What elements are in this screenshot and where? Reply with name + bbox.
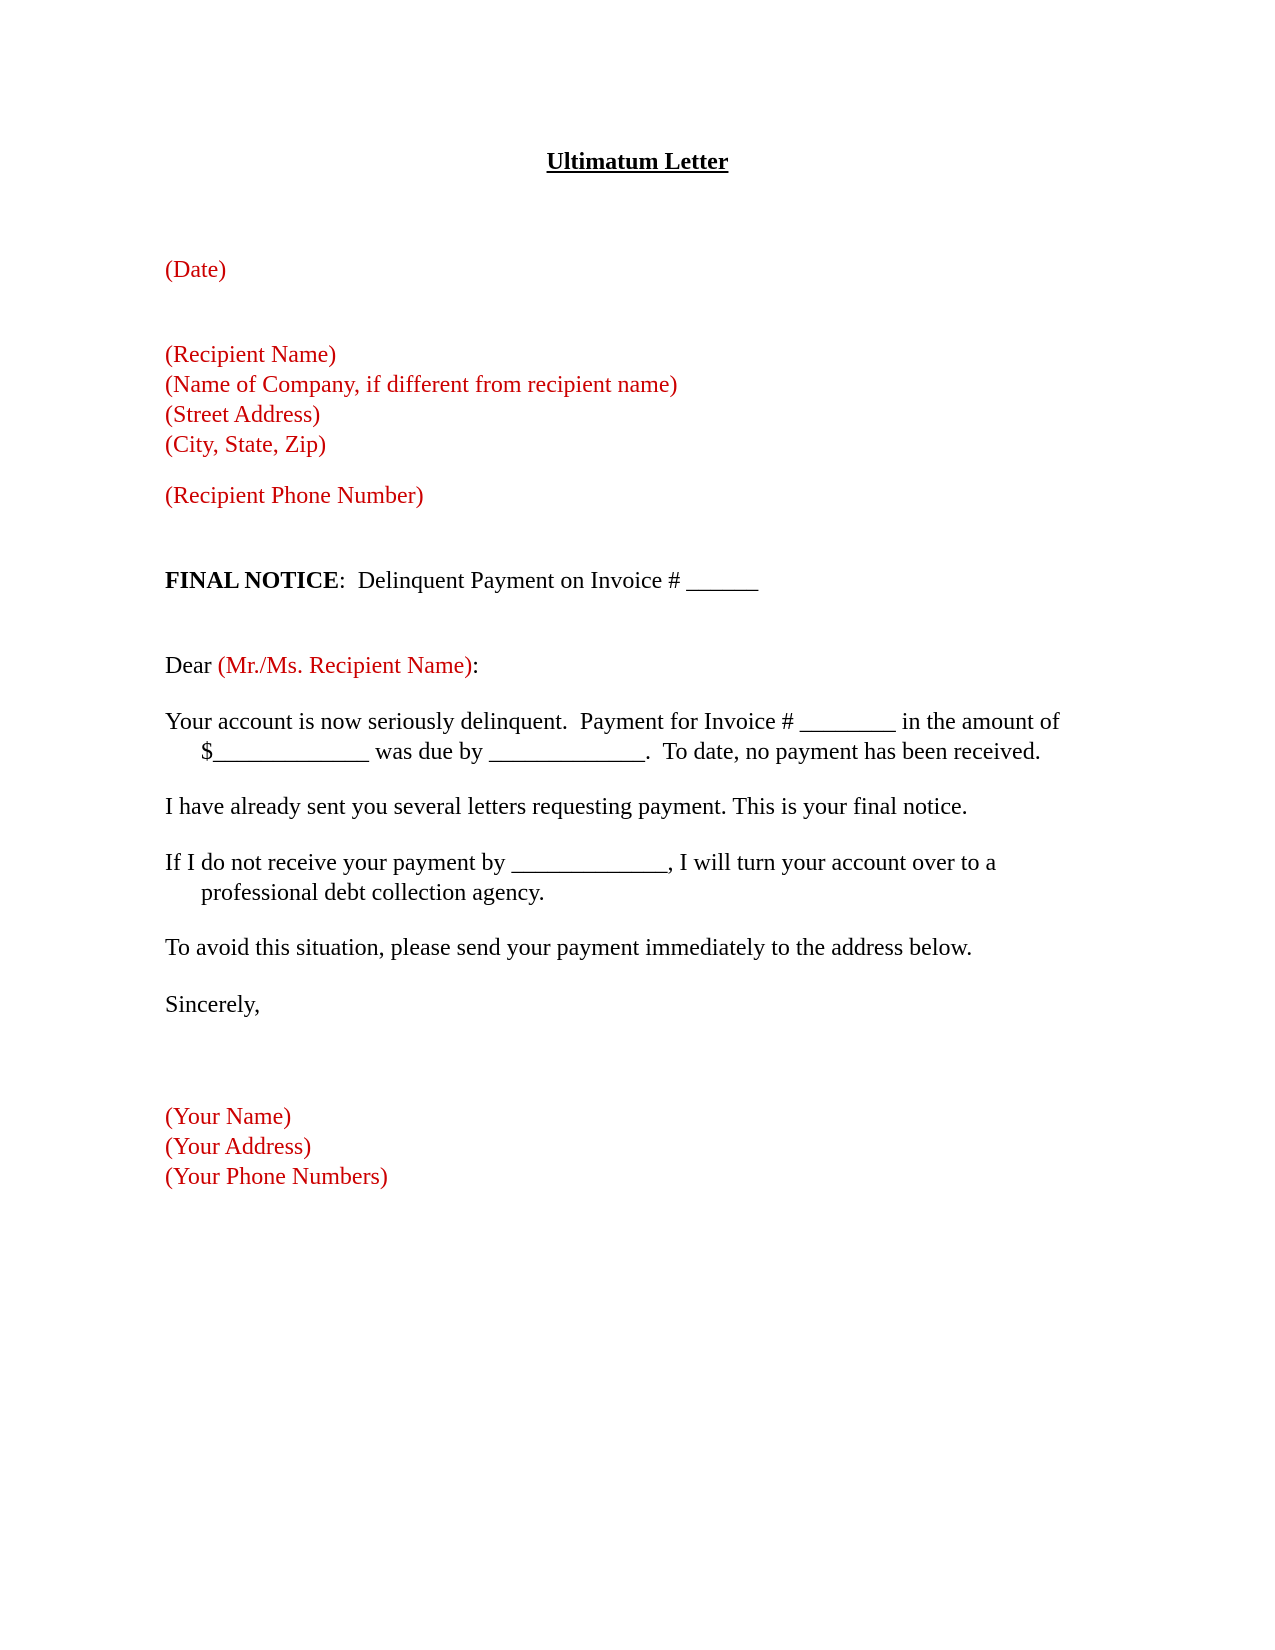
recipient-name: (Recipient Name) xyxy=(165,342,337,368)
recipient-street: (Street Address) xyxy=(165,402,321,428)
recipient-city: (City, State, Zip) xyxy=(165,432,327,458)
date-placeholder: (Date) xyxy=(165,257,227,283)
sender-phones: (Your Phone Numbers) xyxy=(165,1164,388,1190)
salutation xyxy=(165,651,1125,681)
subject-line xyxy=(165,566,1125,596)
sender-block xyxy=(165,1102,1125,1192)
paragraph-1-line-2: $_____________ was due by _____________. To date, no payment has been received. xyxy=(201,739,1041,765)
paragraph-4: To avoid this situation, please send your payment immediately to the address below. xyxy=(165,935,973,961)
closing: Sincerely, xyxy=(165,992,261,1018)
paragraph-3-line-2: professional debt collection agency. xyxy=(201,880,545,906)
letter-title: Ultimatum Letter xyxy=(546,149,729,175)
sender-name: (Your Name) xyxy=(165,1104,292,1130)
subject-text: : Delinquent Payment on Invoice # ______ xyxy=(339,568,759,594)
salutation-name: (Mr./Ms. Recipient Name) xyxy=(217,653,473,679)
paragraph-1 xyxy=(165,707,1125,767)
subject-label: FINAL NOTICE xyxy=(165,568,340,594)
paragraph-2: I have already sent you several letters requesting payment. This is your final notice. xyxy=(165,794,968,820)
paragraph-1-line-1: Your account is now seriously delinquent. Payment for Invoice # ________ in the amount of xyxy=(165,709,1060,735)
salutation-colon: : xyxy=(472,653,479,679)
recipient-phone: (Recipient Phone Number) xyxy=(165,483,424,509)
paragraph-3 xyxy=(165,848,1125,908)
recipient-block xyxy=(165,340,1125,460)
sender-address: (Your Address) xyxy=(165,1134,312,1160)
paragraph-3-line-1: If I do not receive your payment by _____________, I will turn your account over to a xyxy=(165,850,997,876)
recipient-company: (Name of Company, if different from recipient name) xyxy=(165,372,678,398)
salutation-dear: Dear xyxy=(165,653,218,679)
